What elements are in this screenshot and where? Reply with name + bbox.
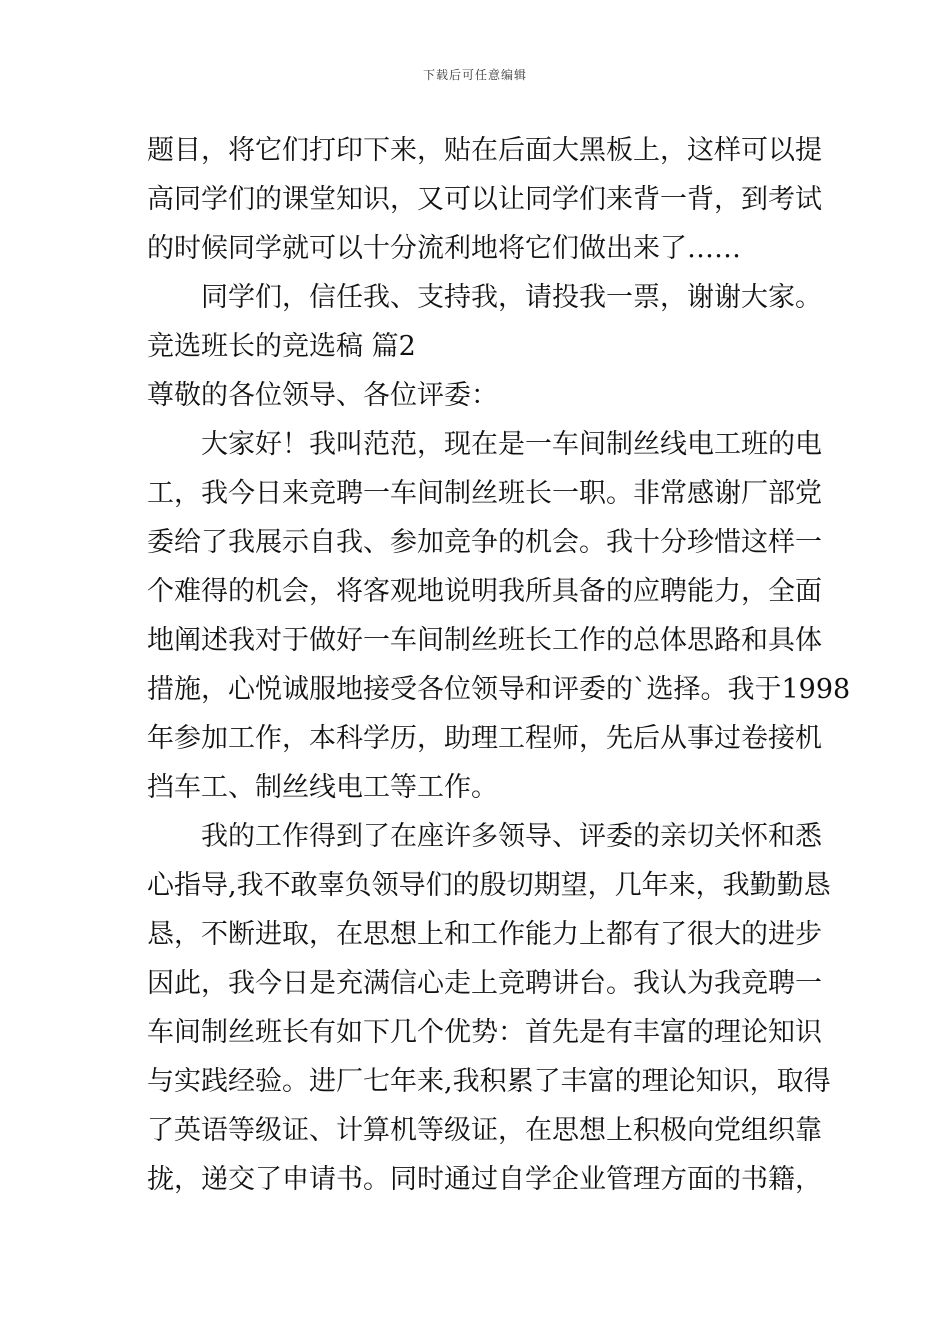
text-line: 车间制丝班长有如下几个优势：首先是有丰富的理论知识 (147, 1017, 822, 1048)
text-line: 委给了我展示自我、参加竞争的机会。我十分珍惜这样一 (147, 527, 822, 558)
text-line: 工，我今日来竞聘一车间制丝班长一职。非常感谢厂部党 (147, 478, 822, 509)
text-line: 拢，递交了申请书。同时通过自学企业管理方面的书籍， (147, 1164, 822, 1195)
text-line: 的时候同学就可以十分流利地将它们做出来了…… (147, 233, 741, 264)
text-line: 地阐述我对于做好一车间制丝班长工作的总体思路和具体 (147, 625, 822, 656)
text-line: 与实践经验。进厂七年来,我积累了丰富的理论知识，取得 (147, 1066, 831, 1097)
document-body (147, 126, 851, 1204)
text-line: 高同学们的课堂知识，又可以让同学们来背一背，到考试 (147, 184, 822, 215)
text-line: 个难得的机会，将客观地说明我所具备的应聘能力，全面 (147, 576, 822, 607)
text-line: 我的工作得到了在座许多领导、评委的亲切关怀和悉 (201, 821, 822, 852)
text-line: 恳，不断进取，在思想上和工作能力上都有了很大的进步 (147, 919, 822, 950)
text-line: 大家好！我叫范范，现在是一车间制丝线电工班的电 (201, 429, 822, 460)
salutation: 尊敬的各位领导、各位评委： (147, 380, 498, 411)
page-header-note: 下载后可任意编辑 (422, 68, 527, 82)
text-line: 挡车工、制丝线电工等工作。 (147, 772, 498, 803)
text-line: 措施，心悦诚服地接受各位领导和评委的`选择。我于1998 (147, 674, 851, 705)
text-line: 因此，我今日是充满信心走上竞聘讲台。我认为我竞聘一 (147, 968, 822, 999)
text-line: 题目，将它们打印下来，贴在后面大黑板上，这样可以提 (147, 135, 822, 166)
text-line: 年参加工作，本科学历，助理工程师，先后从事过卷接机 (147, 723, 822, 754)
text-line: 心指导,我不敢辜负领导们的殷切期望，几年来，我勤勤恳 (147, 870, 831, 901)
section-title: 竞选班长的竞选稿 篇2 (147, 331, 416, 362)
text-line: 了英语等级证、计算机等级证，在思想上积极向党组织靠 (147, 1115, 822, 1146)
text-line: 同学们，信任我、支持我，请投我一票，谢谢大家。 (201, 282, 822, 313)
